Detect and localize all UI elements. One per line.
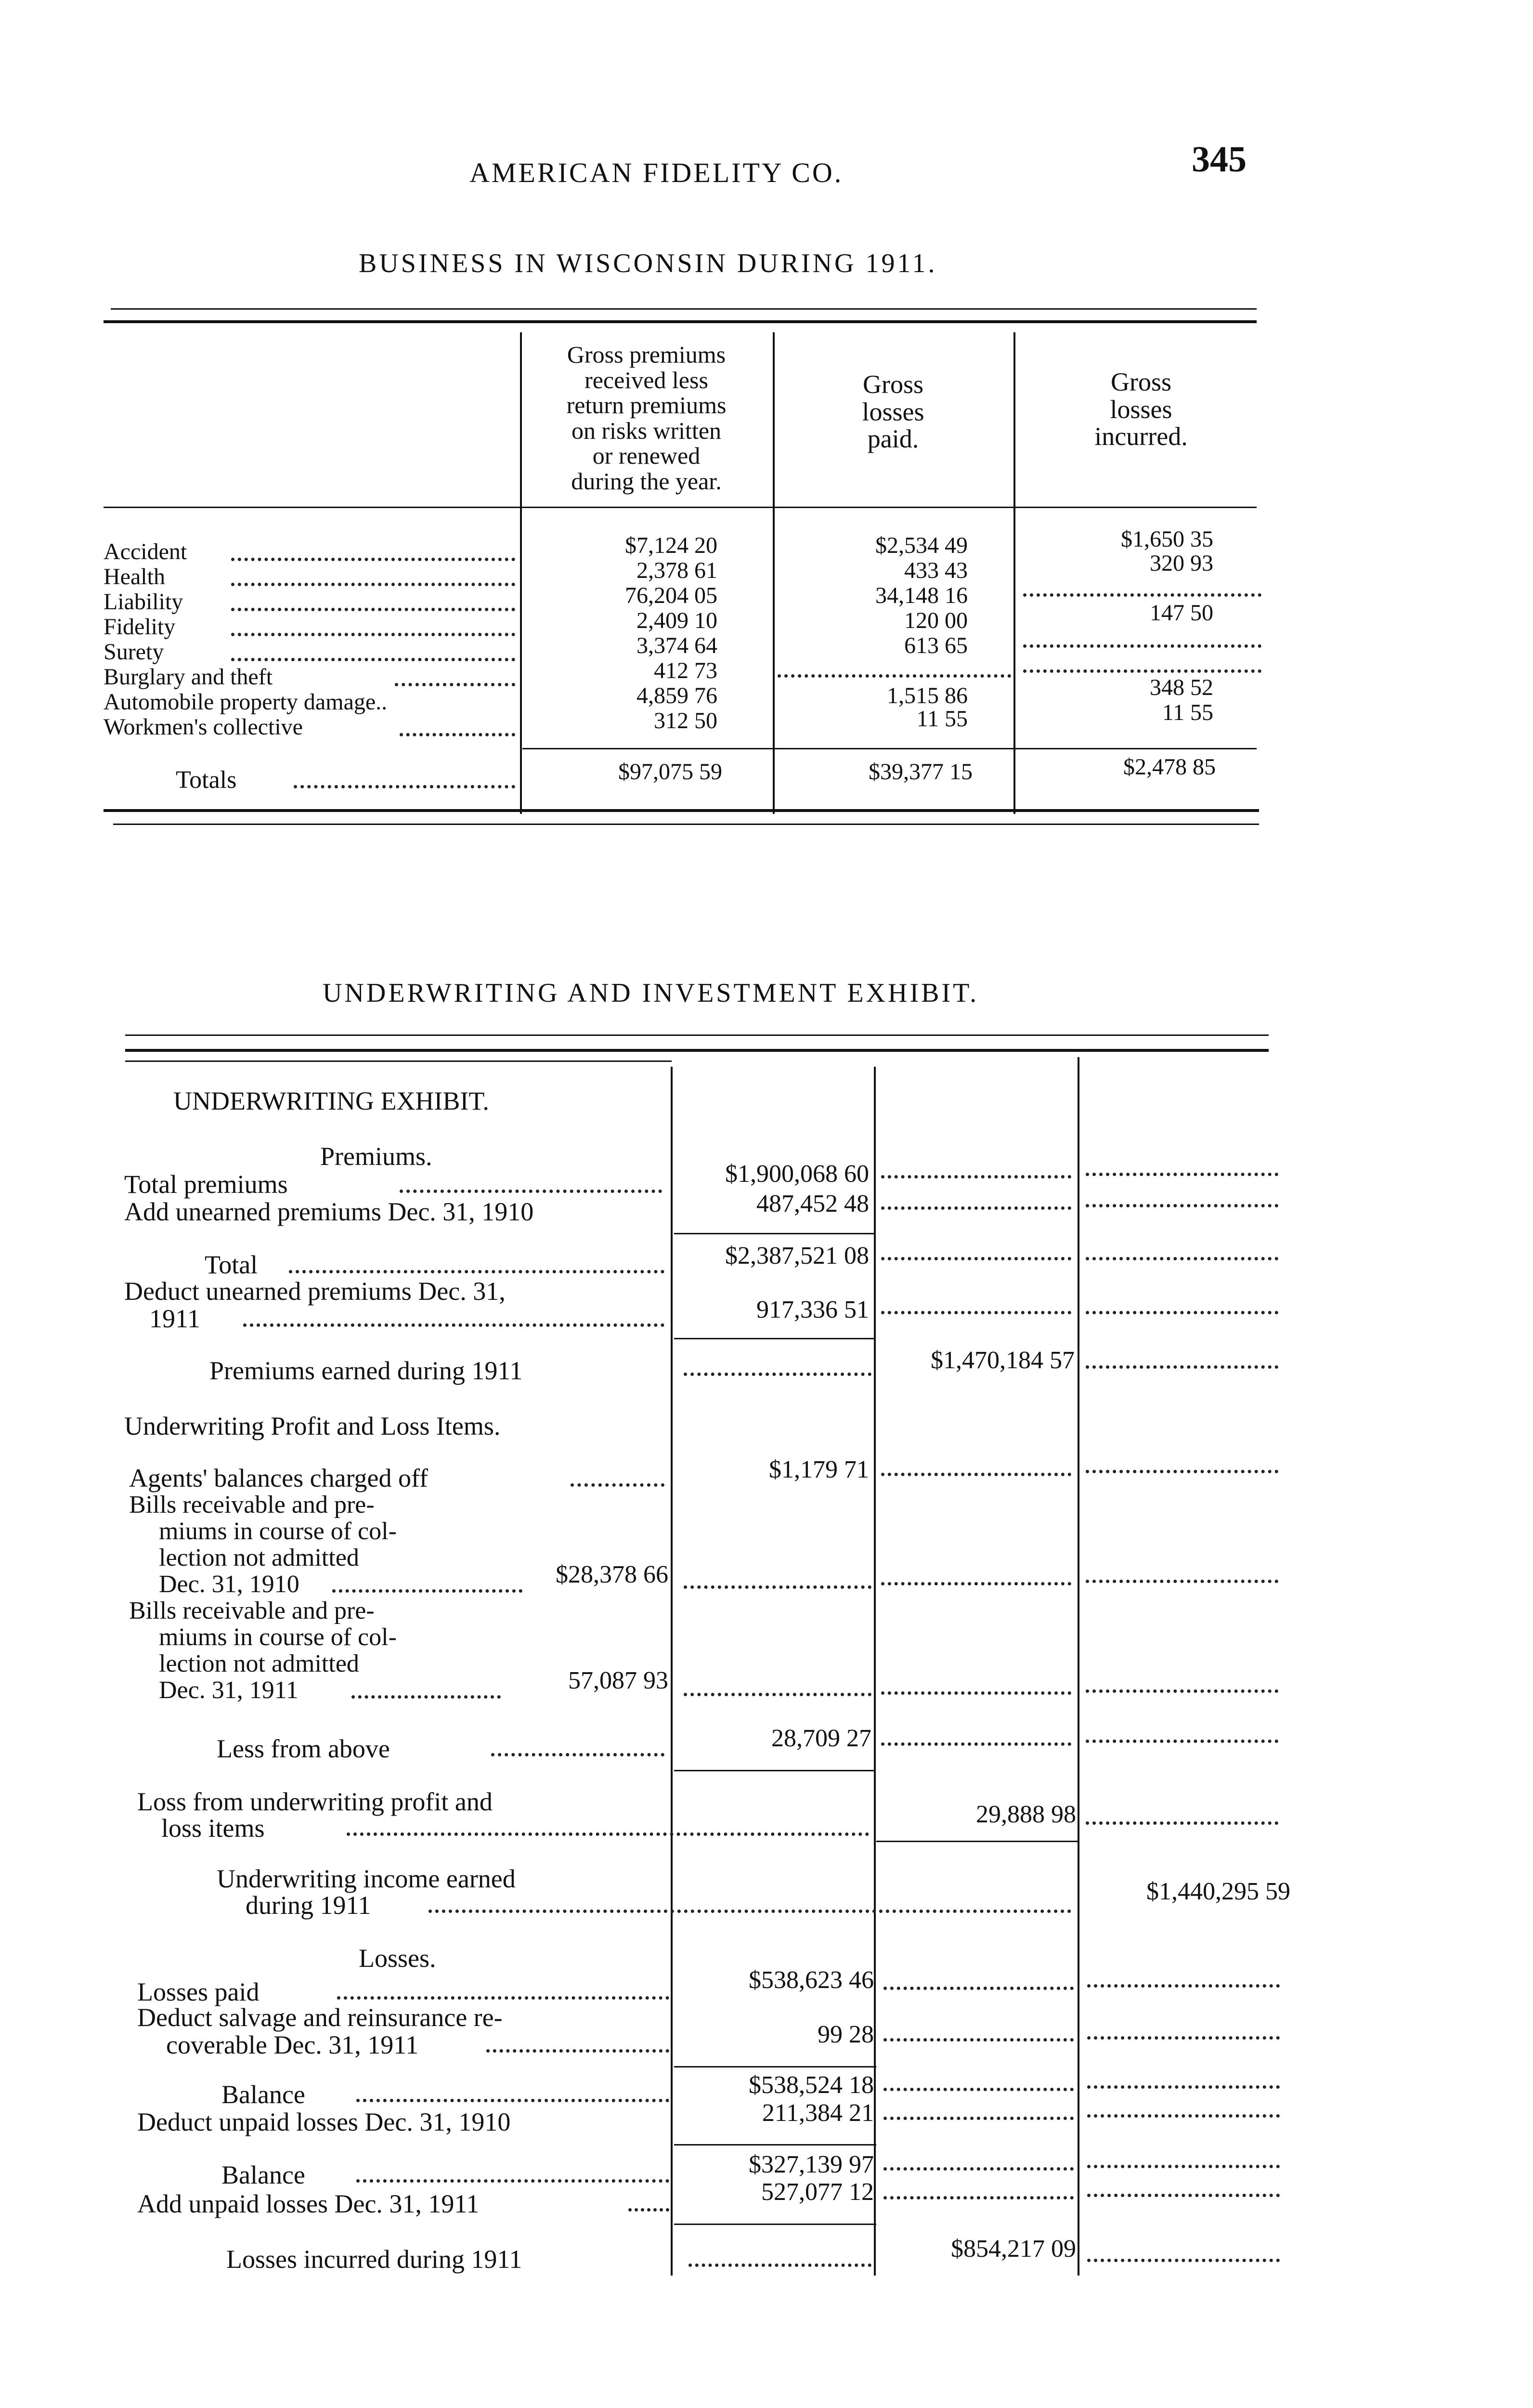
- total-premiums-value: $1,900,068 60: [725, 1160, 869, 1188]
- leader-dots: [1087, 2085, 1280, 2089]
- row-paid: 120 00: [904, 608, 968, 633]
- page-number: 345: [1192, 139, 1247, 180]
- leader-dots: [883, 2167, 1074, 2171]
- less-from-above-value: 28,709 27: [771, 1725, 871, 1752]
- row-incurred: 147 50: [1150, 600, 1213, 626]
- balance-1-label: Balance: [221, 2080, 305, 2109]
- row-premiums: 412 73: [654, 658, 717, 683]
- row-paid: $2,534 49: [875, 533, 968, 558]
- leader-dots: [881, 1175, 1071, 1178]
- totals-paid: $39,377 15: [869, 759, 973, 785]
- bills-1910-line: miums in course of col-: [159, 1518, 397, 1545]
- leader-dots: [1087, 2165, 1280, 2168]
- total-label: Total: [205, 1250, 258, 1279]
- deduct-salvage-value: 99 28: [818, 2021, 874, 2048]
- losses-incurred-label: Losses incurred during 1911: [226, 2245, 522, 2274]
- row-premiums: 2,409 10: [637, 608, 717, 633]
- leader-dots: [337, 1996, 669, 2000]
- leader-dots: [881, 1257, 1071, 1260]
- totals-incurred: $2,478 85: [1123, 754, 1216, 780]
- leader-dots: [429, 1910, 1071, 1913]
- leader-dots: [883, 2038, 1074, 2042]
- leader-dots: [1087, 2194, 1280, 2197]
- row-label: Burglary and theft: [104, 664, 273, 690]
- leader-dots: [1023, 593, 1261, 597]
- leader-dots: [231, 558, 515, 561]
- uw-income-label: Underwriting income earned: [217, 1864, 516, 1893]
- col-divider: [520, 332, 522, 814]
- exhibit-top-rule-heavy: [125, 1049, 1269, 1052]
- leader-dots: [881, 1691, 1071, 1695]
- leader-dots: [1087, 2114, 1280, 2118]
- premiums-earned-value: $1,470,184 57: [931, 1347, 1075, 1374]
- leader-dots: [883, 1987, 1074, 1990]
- leader-dots: [1023, 644, 1261, 648]
- leader-dots: [231, 633, 515, 636]
- deduct-unearned-year: 1911: [149, 1304, 200, 1333]
- sum-rule: [674, 2066, 876, 2068]
- row-paid: 34,148 16: [875, 583, 968, 608]
- sum-rule: [674, 2224, 876, 2225]
- underwriting-title: UNDERWRITING AND INVESTMENT EXHIBIT.: [323, 978, 979, 1008]
- leader-dots: [294, 785, 515, 788]
- bills-1911-line: lection not admitted: [159, 1650, 359, 1677]
- bills-1910-line: lection not admitted: [159, 1544, 359, 1571]
- leader-dots: [289, 1270, 664, 1273]
- leader-dots: [1086, 1311, 1278, 1314]
- col-divider: [874, 1067, 876, 2276]
- leader-dots: [486, 2049, 669, 2053]
- row-paid: 433 43: [904, 558, 968, 583]
- loss-from-uw-label: Loss from underwriting profit and: [137, 1787, 493, 1816]
- leader-dots: [684, 1373, 871, 1376]
- uw-income-label-2: during 1911: [246, 1891, 371, 1920]
- leader-dots: [684, 1585, 871, 1589]
- leader-dots: [628, 2208, 669, 2212]
- col-header-losses-paid: Gross losses paid.: [862, 370, 924, 454]
- totals-premiums: $97,075 59: [618, 759, 722, 785]
- sum-rule: [674, 2144, 876, 2146]
- add-unpaid-value: 527,077 12: [761, 2178, 874, 2206]
- leader-dots: [1086, 1821, 1278, 1825]
- leader-dots: [1086, 1689, 1278, 1693]
- leader-dots: [881, 1742, 1071, 1746]
- bills-1911-value: 57,087 93: [568, 1667, 668, 1694]
- header-separator: [104, 507, 1257, 508]
- leader-dots: [400, 733, 515, 736]
- sum-rule: [674, 1233, 874, 1234]
- col-divider: [773, 332, 775, 814]
- leader-dots: [689, 2264, 871, 2267]
- leader-dots: [881, 1582, 1071, 1585]
- row-premiums: 3,374 64: [637, 633, 717, 658]
- leader-dots: [1086, 1740, 1278, 1743]
- row-incurred: 348 52: [1150, 675, 1213, 700]
- uw-income-value: $1,440,295 59: [1146, 1878, 1290, 1905]
- leader-dots: [231, 658, 515, 661]
- sum-rule: [674, 1770, 874, 1771]
- leader-dots: [231, 583, 515, 586]
- row-label: Fidelity: [104, 614, 176, 640]
- leader-dots: [1087, 2036, 1280, 2040]
- leader-dots: [1086, 1173, 1278, 1176]
- leader-dots: [883, 2196, 1074, 2199]
- row-paid: 1,515 86: [887, 683, 968, 708]
- losses-heading: Losses.: [359, 1944, 436, 1973]
- row-incurred: 11 55: [1162, 700, 1213, 725]
- balance-1-value: $538,524 18: [749, 2071, 874, 2099]
- loss-from-uw-value: 29,888 98: [976, 1801, 1076, 1828]
- loss-from-uw-label-2: loss items: [161, 1814, 265, 1843]
- deduct-unpaid-label: Deduct unpaid losses Dec. 31, 1910: [137, 2107, 511, 2136]
- leader-dots: [356, 2179, 669, 2183]
- leader-dots: [400, 1190, 662, 1193]
- col-header-premiums: Gross premiums received less return premiums on risks written or renewed during the year.: [566, 341, 727, 495]
- deduct-unearned-label: Deduct unearned premiums Dec. 31,: [124, 1277, 506, 1306]
- row-premiums: $7,124 20: [625, 533, 717, 558]
- col-divider: [1013, 332, 1015, 814]
- leader-dots: [243, 1323, 664, 1327]
- row-paid: 613 65: [904, 633, 968, 658]
- bills-1910-value: $28,378 66: [556, 1561, 668, 1588]
- deduct-salvage-label-2: coverable Dec. 31, 1911: [166, 2030, 419, 2059]
- profit-loss-heading: Underwriting Profit and Loss Items.: [124, 1412, 501, 1440]
- agents-balances-value: $1,179 71: [769, 1456, 869, 1483]
- add-unpaid-label: Add unpaid losses Dec. 31, 1911: [137, 2189, 480, 2218]
- total-value: $2,387,521 08: [725, 1242, 869, 1269]
- leader-dots: [778, 674, 1011, 678]
- leader-dots: [231, 608, 515, 611]
- table-top-rule: [111, 308, 1257, 310]
- table-top-rule-heavy: [104, 320, 1257, 323]
- row-label: Accident: [104, 539, 187, 564]
- leader-dots: [881, 1311, 1071, 1314]
- row-label: Workmen's collective: [104, 714, 303, 740]
- leader-dots: [1086, 1204, 1278, 1207]
- bills-1910-line: Bills receivable and pre-: [129, 1491, 375, 1518]
- agents-balances-label: Agents' balances charged off: [129, 1464, 428, 1492]
- table-bottom-rule: [104, 809, 1259, 812]
- add-unearned-label: Add unearned premiums Dec. 31, 1910: [124, 1197, 534, 1226]
- leader-dots: [1087, 2259, 1280, 2262]
- row-paid: 11 55: [916, 706, 968, 732]
- leader-dots: [491, 1753, 664, 1756]
- underwriting-subtitle: UNDERWRITING EXHIBIT.: [173, 1086, 489, 1115]
- deduct-unearned-value: 917,336 51: [756, 1296, 869, 1323]
- leader-dots: [395, 683, 515, 686]
- leader-dots: [1086, 1257, 1278, 1260]
- losses-paid-value: $538,623 46: [749, 1966, 874, 1994]
- bills-1911-line: miums in course of col-: [159, 1623, 397, 1651]
- row-premiums: 2,378 61: [637, 558, 717, 583]
- leader-dots: [332, 1589, 522, 1593]
- col-header-losses-incurred: Gross losses incurred.: [1094, 367, 1188, 451]
- premiums-heading: Premiums.: [320, 1142, 432, 1171]
- bills-1911-line: Dec. 31, 1911: [159, 1676, 299, 1704]
- leader-dots: [883, 2117, 1074, 2120]
- leader-dots: [347, 1832, 869, 1836]
- table-bottom-rule-thin: [113, 824, 1259, 825]
- row-premiums: 76,204 05: [625, 583, 717, 608]
- row-incurred: 320 93: [1150, 550, 1213, 576]
- row-label: Automobile property damage..: [104, 689, 388, 715]
- sum-rule: [876, 1841, 1078, 1842]
- leader-dots: [1086, 1580, 1278, 1583]
- losses-incurred-value: $854,217 09: [951, 2235, 1076, 2263]
- leader-dots: [351, 1695, 501, 1699]
- leader-dots: [881, 1473, 1071, 1476]
- page-header: AMERICAN FIDELITY CO.: [469, 157, 844, 188]
- row-label: Health: [104, 564, 165, 589]
- col-divider: [1078, 1057, 1079, 2276]
- less-from-above-label: Less from above: [217, 1734, 390, 1763]
- leader-dots: [1086, 1470, 1278, 1473]
- losses-paid-label: Losses paid: [137, 1977, 260, 2006]
- row-premiums: 4,859 76: [637, 683, 717, 708]
- premiums-earned-label: Premiums earned during 1911: [209, 1356, 523, 1385]
- leader-dots: [883, 2088, 1074, 2091]
- row-label: Liability: [104, 589, 183, 615]
- bills-1910-line: Dec. 31, 1910: [159, 1570, 299, 1598]
- business-title: BUSINESS IN WISCONSIN DURING 1911.: [359, 249, 937, 278]
- totals-label: Totals: [176, 766, 237, 794]
- leader-dots: [356, 2099, 669, 2102]
- leader-dots: [1023, 669, 1261, 673]
- bills-1911-line: Bills receivable and pre-: [129, 1597, 375, 1624]
- leader-dots: [684, 1693, 871, 1696]
- totals-rule: [522, 748, 1257, 749]
- deduct-salvage-label: Deduct salvage and reinsurance re-: [137, 2003, 503, 2032]
- add-unearned-value: 487,452 48: [756, 1190, 869, 1217]
- row-label: Surety: [104, 639, 164, 665]
- leader-dots: [571, 1483, 664, 1487]
- exhibit-top-rule-left: [125, 1060, 672, 1062]
- row-incurred: $1,650 35: [1121, 526, 1213, 552]
- total-premiums-label: Total premiums: [124, 1170, 288, 1199]
- balance-2-value: $327,139 97: [749, 2151, 874, 2178]
- balance-2-label: Balance: [221, 2160, 305, 2189]
- deduct-unpaid-value: 211,384 21: [762, 2099, 874, 2127]
- leader-dots: [881, 1206, 1071, 1210]
- leader-dots: [1087, 1984, 1280, 1988]
- leader-dots: [1086, 1365, 1278, 1369]
- row-premiums: 312 50: [654, 708, 717, 733]
- exhibit-top-rule: [125, 1034, 1269, 1036]
- sum-rule: [674, 1338, 874, 1339]
